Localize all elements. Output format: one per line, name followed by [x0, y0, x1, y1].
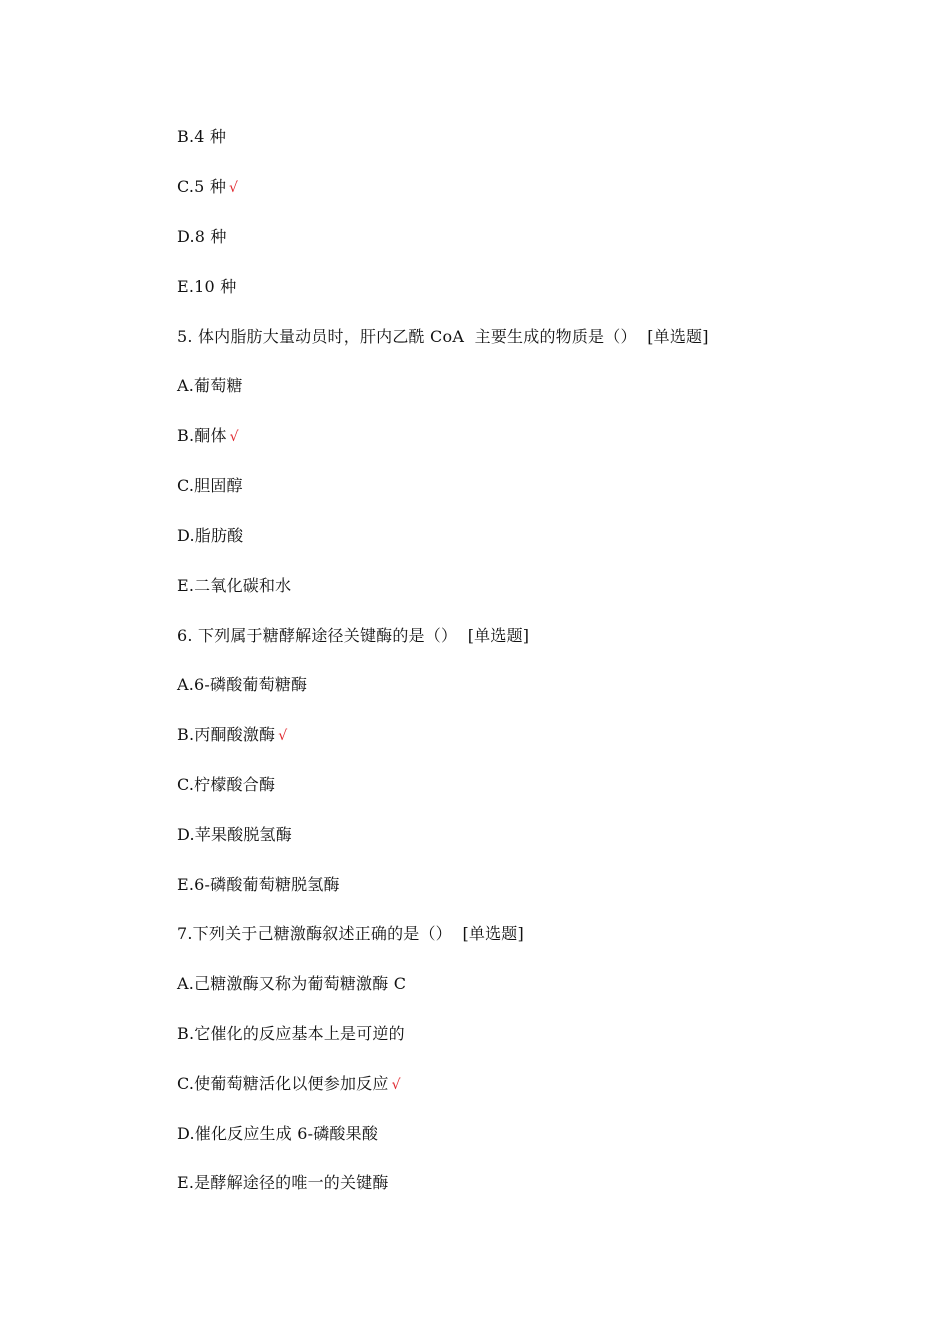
option-line — [177, 1171, 389, 1195]
question-line — [177, 922, 524, 946]
correct-check-icon: √ — [229, 180, 239, 196]
option-line — [177, 424, 239, 448]
option-line — [177, 723, 287, 747]
correct-check-icon: √ — [229, 429, 239, 445]
question-text: 6. 下列属于糖酵解途径关键酶的是（） [单选题] — [177, 626, 530, 645]
option-line — [177, 1072, 401, 1096]
option-line — [177, 175, 238, 199]
option-line — [177, 972, 406, 996]
option-line — [177, 374, 243, 398]
option-text: D.8 种 — [177, 227, 227, 246]
option-line — [177, 474, 243, 498]
correct-check-icon: √ — [391, 1077, 401, 1093]
question-text: 7.下列关于己糖激酶叙述正确的是（） [单选题] — [177, 924, 524, 943]
option-text: B.丙酮酸激酶 — [177, 725, 276, 744]
option-text: B.4 种 — [177, 127, 227, 146]
option-text: D.催化反应生成 6-磷酸果酸 — [177, 1124, 379, 1143]
option-text: A.6-磷酸葡萄糖酶 — [177, 675, 308, 694]
option-line — [177, 823, 292, 847]
option-text: C.使葡萄糖活化以便参加反应 — [177, 1074, 389, 1093]
option-line — [177, 275, 236, 299]
question-text: 5. 体内脂肪大量动员时，肝内乙酰 CoA 主要生成的物质是（） [单选题] — [177, 327, 709, 346]
option-text: D.脂肪酸 — [177, 526, 244, 545]
option-text: E.二氧化碳和水 — [177, 576, 292, 595]
option-text: D.苹果酸脱氢酶 — [177, 825, 292, 844]
correct-check-icon: √ — [278, 728, 288, 744]
option-text: E.6-磷酸葡萄糖脱氢酶 — [177, 875, 340, 894]
question-line — [177, 624, 529, 648]
option-line — [177, 1122, 378, 1146]
option-text: E.是酵解途径的唯一的关键酶 — [177, 1173, 389, 1192]
option-line — [177, 524, 243, 548]
option-line — [177, 125, 226, 149]
option-line — [177, 574, 291, 598]
option-line — [177, 873, 340, 897]
option-text: C.5 种 — [177, 177, 227, 196]
option-text: C.胆固醇 — [177, 476, 243, 495]
option-text: E.10 种 — [177, 277, 237, 296]
option-text: B.它催化的反应基本上是可逆的 — [177, 1024, 405, 1043]
option-text: C.柠檬酸合酶 — [177, 775, 276, 794]
option-line — [177, 773, 275, 797]
option-text: B.酮体 — [177, 426, 227, 445]
option-line — [177, 673, 307, 697]
option-line — [177, 225, 227, 249]
question-line — [177, 325, 709, 349]
option-line — [177, 1022, 405, 1046]
option-text: A.己糖激酶又称为葡萄糖激酶 C — [177, 974, 407, 993]
option-text: A.葡萄糖 — [177, 376, 243, 395]
